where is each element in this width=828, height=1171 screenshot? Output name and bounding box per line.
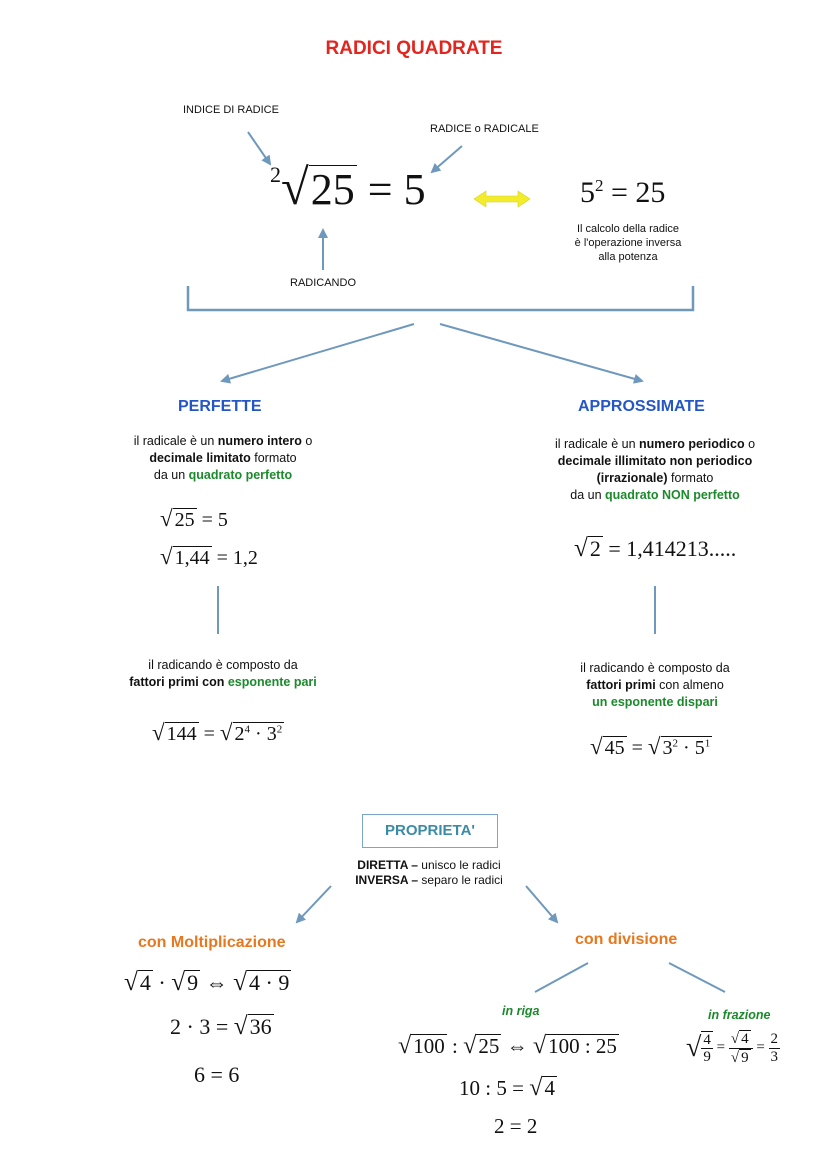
root-index: 2: [270, 162, 281, 188]
branch-riga: [535, 963, 588, 992]
divisione-riga-line-2: 10 : 5 = √4: [459, 1074, 555, 1101]
divisione-heading: con divisione: [575, 931, 678, 948]
perfette-factors-text: il radicando è composto da fattori primi con esponente pari: [129, 658, 317, 689]
radical-sign-icon: √: [152, 720, 165, 745]
arrow-to-approssimate: [440, 324, 642, 381]
moltiplicazione-line-3: 6 = 6: [194, 1062, 240, 1087]
divisione-frazione-formula: √ $\frac{4}{9}$ = $\frac{√ 4}{√ 9}$ = $\frac{2}{3}$: [686, 1031, 779, 1066]
moltiplicazione-line-2: 2 · 3 = √36: [170, 1012, 272, 1040]
radice-arrow: [432, 146, 462, 172]
power-base: 5: [580, 176, 595, 209]
branch-frazione: [669, 963, 725, 992]
inverse-note: [548, 222, 708, 264]
moltiplicazione-heading: con Moltiplicazione: [138, 934, 286, 951]
top-bracket: [188, 286, 693, 310]
radical-sign-icon: √: [730, 1031, 740, 1047]
radical-sign-icon: √: [124, 968, 138, 996]
proprieta-notes: DIRETTA – unisco le radici INVERSA – separo le radici: [355, 858, 503, 887]
radical-sign-icon: √: [590, 734, 603, 759]
radical-sign-icon: √: [532, 1032, 547, 1059]
approssimate-factors-text: il radicando è composto da fattori primi con almeno un esponente dispari: [580, 661, 730, 709]
double-arrow-icon: [474, 191, 530, 207]
radicando-label: RADICANDO: [290, 277, 357, 289]
radical-sign-icon: √: [730, 1049, 740, 1066]
radical-sign-icon: √: [171, 968, 186, 996]
frazione-label: in frazione: [708, 1008, 771, 1022]
approssimate-example-3: √ 45 = √ $3^2 \cdot 5^1$: [590, 734, 711, 759]
radical-sign-icon: √: [574, 534, 588, 562]
approssimate-heading: APPROSSIMATE: [578, 398, 705, 415]
proprieta-box: PROPRIETA': [362, 814, 498, 848]
radical-sign-icon: √: [529, 1074, 543, 1101]
radical-sign-icon: √: [233, 1012, 248, 1040]
radical-sign-icon: √: [233, 968, 247, 996]
indice-arrow: [248, 132, 270, 164]
radical-sign-icon: √: [160, 506, 173, 531]
approssimate-example-1: √2 = 1,414213.....: [574, 534, 737, 562]
perfette-example-2: √ 1,44 = 1,2: [160, 544, 258, 569]
main-radicand: 25: [310, 165, 355, 214]
divisione-riga-line-3: 2 = 2: [494, 1114, 538, 1138]
arrow-to-perfette: [222, 324, 414, 381]
power-formula: [580, 176, 665, 210]
perfette-heading: PERFETTE: [178, 398, 262, 415]
radical-sign-icon: √: [219, 720, 233, 745]
page-title: RADICI QUADRATE: [325, 38, 503, 59]
perfette-description: il radicale è un numero intero o decimale limitato formato da un quadrato perfetto: [133, 434, 313, 482]
radical-sign-icon: √: [686, 1032, 702, 1063]
radice-label: RADICE o RADICALE: [430, 123, 539, 135]
inverse-note-line: è l'operazione inversa: [574, 237, 682, 249]
radical-sign-icon: √: [398, 1032, 412, 1059]
indice-label: INDICE DI RADICE: [183, 104, 279, 116]
approssimate-description: il radicale è un numero periodico o decimale illimitato non periodico (irrazionale) formato da un quadrato NON perfetto: [554, 437, 756, 502]
riga-label: in riga: [502, 1004, 540, 1018]
perfette-example-3: √ 144 = √ $2^4 \cdot 3^2$: [152, 720, 283, 745]
radical-sign-icon: √: [463, 1032, 477, 1059]
radical-sign-icon: √: [281, 159, 309, 215]
arrow-to-moltiplicazione: [297, 886, 331, 922]
inverse-note-line: Il calcolo della radice: [576, 223, 680, 235]
divisione-riga-line-1: √100 : √25 ⇔ √100 : 25: [398, 1032, 617, 1059]
arrow-to-divisione: [526, 886, 557, 922]
radical-sign-icon: √: [160, 544, 173, 569]
radical-sign-icon: √: [647, 734, 661, 759]
inverse-note-line: alla potenza: [598, 251, 658, 263]
power-exponent: 2: [595, 176, 604, 195]
moltiplicazione-line-1: √4 · √9 ⇔ √4 · 9: [124, 968, 290, 996]
main-root-formula: [270, 158, 426, 216]
main-result: = 5: [367, 165, 426, 214]
perfette-example-1: √ 25 = 5: [160, 506, 228, 531]
power-result: = 25: [611, 176, 666, 209]
